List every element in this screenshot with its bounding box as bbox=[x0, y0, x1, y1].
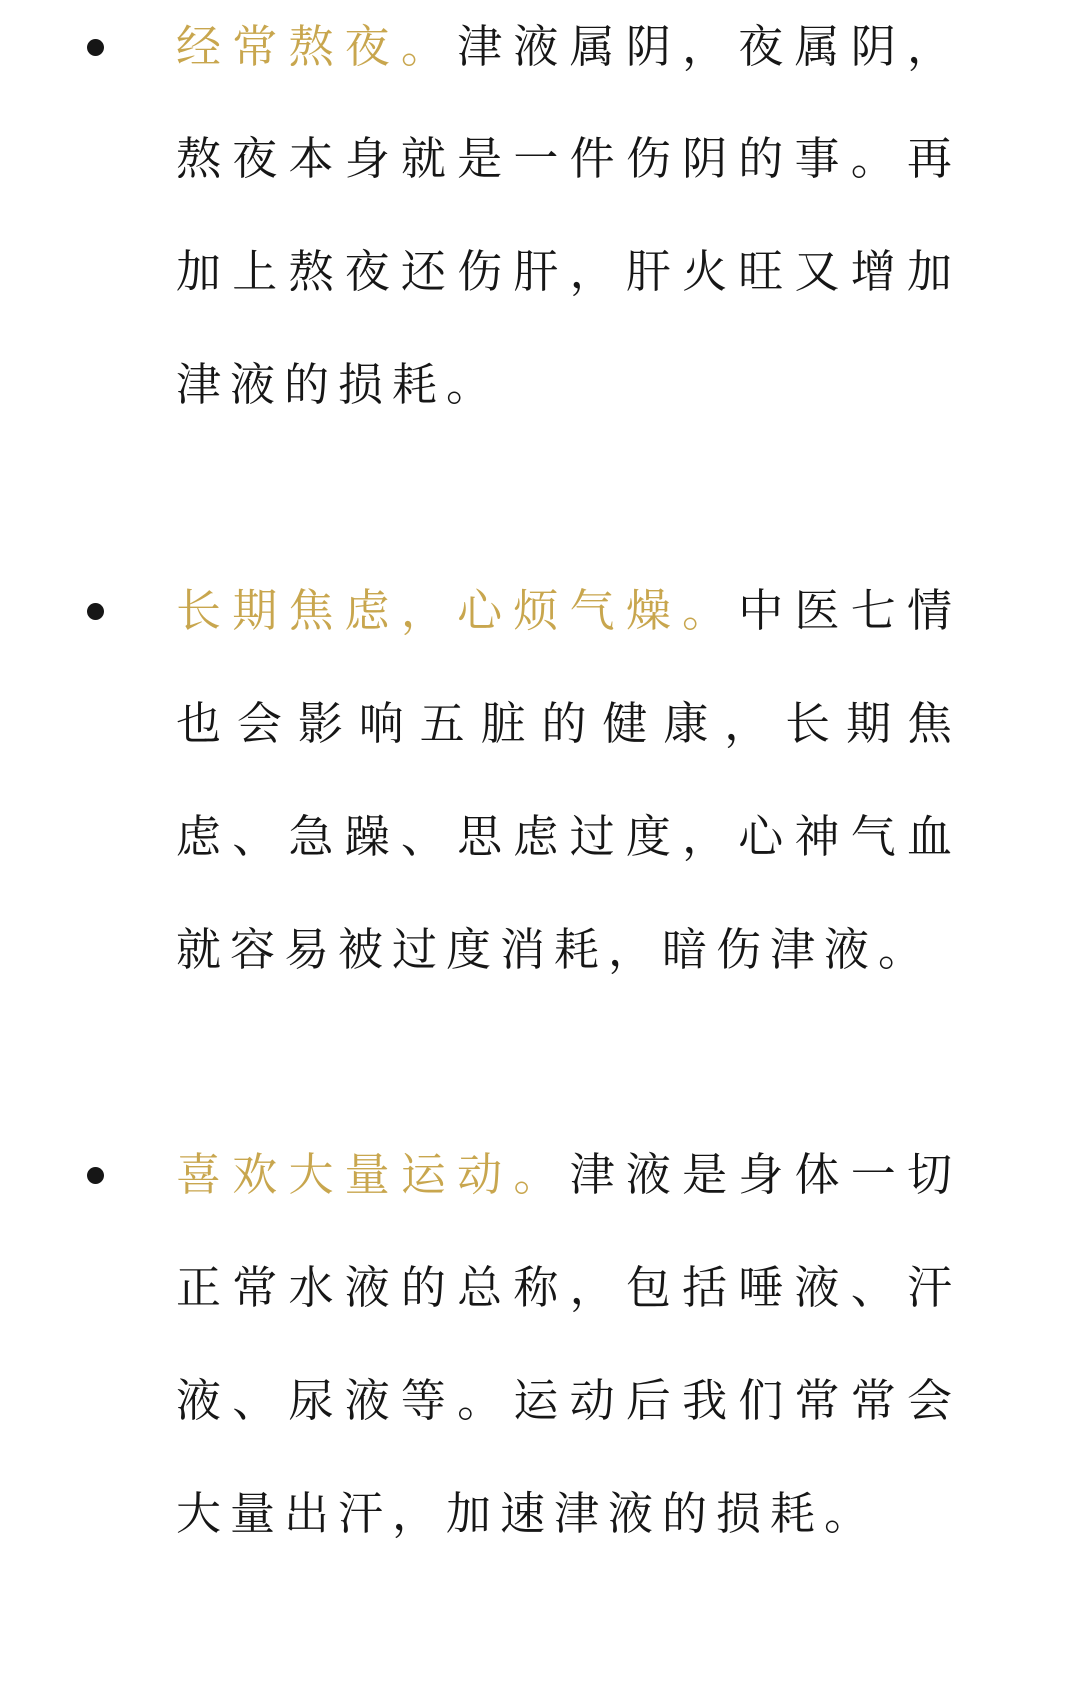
highlight-text: 长期焦虑，心烦气燥。 bbox=[176, 584, 739, 638]
text-line bbox=[176, 894, 961, 1007]
body-text: 大量出汗，加速津液的损耗。 bbox=[176, 1487, 879, 1541]
bullet-dot-icon bbox=[87, 1167, 104, 1184]
text-line bbox=[176, 1345, 961, 1458]
body-text: 津液是身体一切 bbox=[569, 1148, 961, 1202]
bullet-dot-icon bbox=[87, 39, 104, 56]
body-text: 就容易被过度消耗，暗伤津液。 bbox=[176, 922, 933, 976]
item-text bbox=[176, 555, 961, 1007]
text-line bbox=[176, 781, 961, 894]
text-line bbox=[176, 0, 961, 103]
body-text: 也会影响五脏的健康，长期焦 bbox=[176, 696, 961, 750]
text-line bbox=[176, 329, 961, 442]
text-line bbox=[176, 1232, 961, 1345]
body-text: 虑、急躁、思虑过度，心神气血 bbox=[176, 809, 961, 863]
text-line bbox=[176, 216, 961, 329]
body-text: 正常水液的总称，包括唾液、汗 bbox=[176, 1261, 961, 1315]
list-item bbox=[0, 0, 1080, 442]
highlight-text: 喜欢大量运动。 bbox=[176, 1148, 570, 1202]
body-text: 中医七情 bbox=[738, 584, 961, 638]
item-text bbox=[176, 1119, 961, 1571]
text-line bbox=[176, 103, 961, 216]
text-line bbox=[176, 1119, 961, 1232]
body-text: 加上熬夜还伤肝，肝火旺又增加 bbox=[176, 245, 961, 299]
body-text: 液、尿液等。运动后我们常常会 bbox=[176, 1374, 961, 1428]
list-item bbox=[0, 555, 1080, 1007]
text-line bbox=[176, 668, 961, 781]
body-text: 熬夜本身就是一件伤阴的事。再 bbox=[176, 132, 961, 186]
bullet-dot-icon bbox=[87, 603, 104, 620]
text-line bbox=[176, 1458, 961, 1571]
highlight-text: 经常熬夜。 bbox=[176, 19, 458, 73]
item-text bbox=[176, 0, 961, 442]
body-text: 津液属阴，夜属阴， bbox=[457, 19, 961, 73]
list-item bbox=[0, 1119, 1080, 1571]
text-line bbox=[176, 555, 961, 668]
body-text: 津液的损耗。 bbox=[176, 358, 501, 412]
